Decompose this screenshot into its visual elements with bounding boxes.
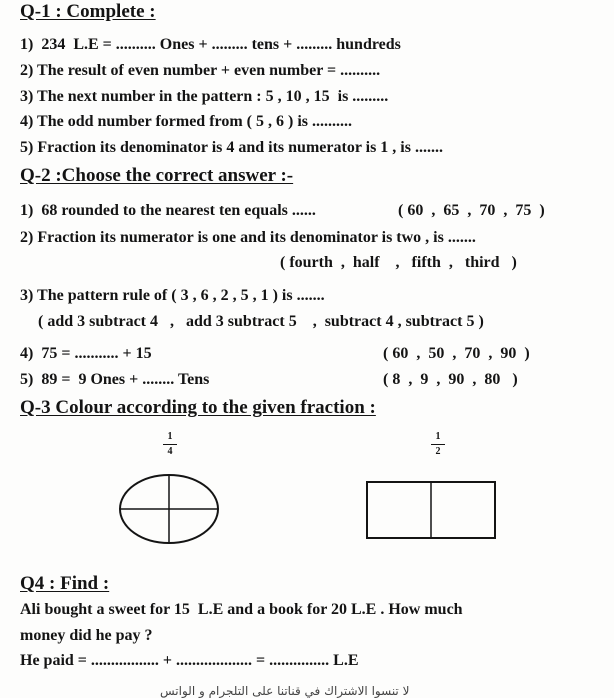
q2-item-4-choices: ( 60 , 50 , 70 , 90 ) [383, 345, 530, 362]
fraction-one-half [431, 432, 445, 457]
q1-title: Q-1 : Complete : [20, 1, 156, 22]
fraction-one-quarter [163, 432, 177, 457]
q2-item-2-choices: ( fourth , half , fifth , third ) [280, 254, 517, 271]
fraction-numerator: 1 [167, 431, 173, 442]
q1-item-4: 4) The odd number formed from ( 5 , 6 ) is .......... [20, 113, 352, 130]
q4-answer-line: He paid = ................. + ................... = ............... L.E [20, 652, 359, 669]
q4-title: Q4 : Find : [20, 573, 110, 594]
circle-quarters-shape[interactable] [118, 473, 220, 545]
q2-item-4-question: 4) 75 = ........... + 15 [20, 345, 152, 362]
q2-item-5-choices: ( 8 , 9 , 90 , 80 ) [383, 371, 518, 388]
fraction-denominator: 2 [435, 446, 441, 457]
q2-item-1-choices: ( 60 , 65 , 70 , 75 ) [398, 202, 545, 219]
q4-line-1: Ali bought a sweet for 15 L.E and a book for 20 L.E . How much [20, 601, 463, 618]
fraction-numerator: 1 [435, 431, 441, 442]
q1-item-5: 5) Fraction its denominator is 4 and its numerator is 1 , is ....... [20, 139, 443, 156]
q2-item-5-question: 5) 89 = 9 Ones + ........ Tens [20, 371, 210, 388]
q1-item-3: 3) The next number in the pattern : 5 , 10 , 15 is ......... [20, 88, 389, 105]
q2-item-3-choices: ( add 3 subtract 4 , add 3 subtract 5 , subtract 4 , subtract 5 ) [38, 313, 484, 330]
q3-title: Q-3 Colour according to the given fraction : [20, 397, 376, 418]
q2-title: Q-2 :Choose the correct answer :- [20, 165, 294, 186]
q1-item-1: 1) 234 L.E = .......... Ones + ......... tens + ......... hundreds [20, 36, 401, 53]
fraction-denominator: 4 [167, 446, 173, 457]
footer-text: لا تنسوا الاشتراك في قناتنا على التلجرام و الواتس [160, 684, 410, 698]
q2-item-2-question: 2) Fraction its numerator is one and its denominator is two , is ....... [20, 229, 476, 246]
q4-line-2: money did he pay ? [20, 627, 153, 644]
q1-item-2: 2) The result of even number + even number = .......... [20, 62, 381, 79]
rectangle-halves-shape[interactable] [366, 481, 496, 539]
q2-item-3-question: 3) The pattern rule of ( 3 , 6 , 2 , 5 , 1 ) is ....... [20, 287, 325, 304]
q2-item-1-question: 1) 68 rounded to the nearest ten equals ...... [20, 202, 316, 219]
